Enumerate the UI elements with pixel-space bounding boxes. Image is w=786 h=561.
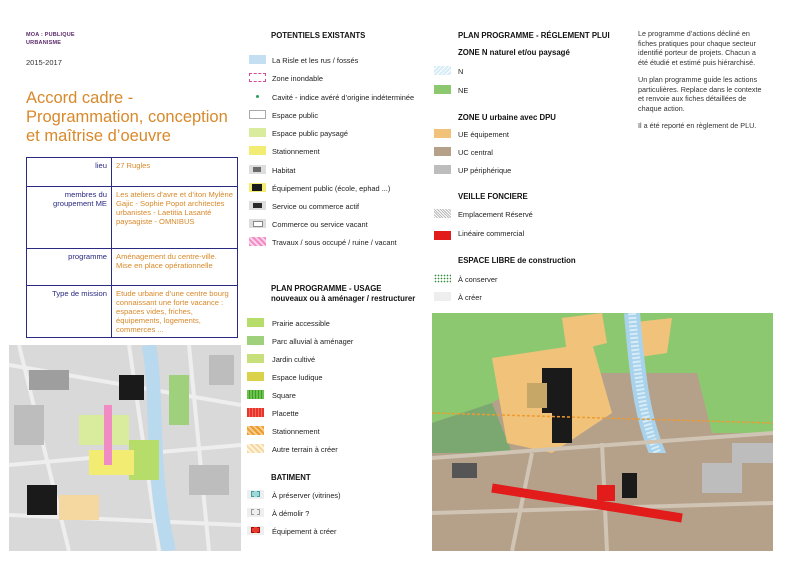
swatch-square <box>247 390 264 399</box>
plu-heading: PLAN PROGRAMME - RÉGLEMENT PLUI <box>458 31 610 40</box>
note-paragraph: Il a été reporté en règlement de PLU. <box>638 121 757 130</box>
swatch-zone-ne <box>434 85 451 94</box>
swatch-works <box>249 237 266 246</box>
legend-label: UP périphérique <box>458 166 512 175</box>
zone-u-heading: ZONE U urbaine avec DPU <box>458 113 556 122</box>
legend-label: La Risle et les rus / fossés <box>272 56 359 65</box>
legend-label: Espace public paysagé <box>272 129 349 138</box>
swatch-zone-n <box>434 66 451 75</box>
table-value: Aménagement du centre-ville. Mise en place opérationnelle <box>112 249 238 286</box>
legend-label: Stationnement <box>272 427 320 436</box>
legend-label: Stationnement <box>272 147 320 156</box>
legend-label: Emplacement Réservé <box>458 210 533 219</box>
right-map-graphic <box>432 313 773 551</box>
swatch-preserve <box>247 490 264 499</box>
legend-label: Jardin cultivé <box>272 355 316 364</box>
legend-label: À créer <box>458 293 482 302</box>
legend-label: Habitat <box>272 166 296 175</box>
legend-label: Travaux / sous occupé / ruine / vacant <box>272 238 397 247</box>
note-paragraph: Un plan programme guide les actions particulières. Replace dans le contexte et renvoie aux fiches détaillées de chaque action. <box>638 75 762 113</box>
swatch-cavity <box>256 95 259 98</box>
legend-label: Square <box>272 391 296 400</box>
swatch-vacant-commerce <box>249 219 266 228</box>
table-value: Les ateliers d’avre et d’iton Mylène Gajic - Sophie Popot architectes urbanistes - Laetitia Lasanté paysagiste - OMNIBUS <box>112 187 238 249</box>
swatch-placette <box>247 408 264 417</box>
swatch-new-parking <box>247 426 264 435</box>
legend-label: Cavité - indice avéré d’origine indéterminée <box>272 93 415 102</box>
table-row <box>27 187 238 249</box>
table-key: lieu <box>27 158 112 187</box>
usage-heading: PLAN PROGRAMME - USAGE <box>271 284 382 293</box>
swatch-housing <box>249 165 266 174</box>
years-label: 2015-2017 <box>26 58 62 67</box>
swatch-landscaped-space <box>249 128 266 137</box>
table-row <box>27 286 238 338</box>
legend-label: UC central <box>458 148 493 157</box>
left-map-graphic <box>9 345 241 551</box>
legend-label: Espace public <box>272 111 319 120</box>
legend-label: Équipement public (école, ephad ...) <box>272 184 391 193</box>
legend-label: Parc alluvial à aménager <box>272 337 354 346</box>
org-label: MOA : PUBLIQUE <box>26 32 75 38</box>
legend-label: NE <box>458 86 469 95</box>
swatch-ue <box>434 129 451 138</box>
left-map <box>9 345 241 551</box>
table-key: Type de mission <box>27 286 112 338</box>
zone-n-heading: ZONE N naturel et/ou paysagé <box>458 48 570 57</box>
swatch-active-commerce <box>249 201 266 210</box>
title-line-1: Accord cadre - <box>26 89 134 107</box>
legend-label: Placette <box>272 409 299 418</box>
potentiels-heading: POTENTIELS EXISTANTS <box>271 31 366 40</box>
legend-label: Commerce ou service vacant <box>272 220 368 229</box>
legend-label: À démolir ? <box>272 509 310 518</box>
table-key: membres du groupement ME <box>27 187 112 249</box>
title-line-3: et maîtrise d’oeuvre <box>26 127 171 145</box>
legend-label: À conserver <box>458 275 498 284</box>
swatch-reserved <box>434 209 451 218</box>
page-title <box>26 89 256 146</box>
legend-label: Prairie accessible <box>272 319 330 328</box>
table-key: programme <box>27 249 112 286</box>
legend-label: Autre terrain à créer <box>272 445 338 454</box>
swatch-public-facility <box>249 183 266 192</box>
right-map <box>432 313 773 551</box>
swatch-public-space <box>249 110 266 119</box>
legend-label: Équipement à créer <box>272 527 337 536</box>
swatch-other-land <box>247 444 264 453</box>
table-value: 27 Rugles <box>112 158 238 187</box>
swatch-alluvial-park <box>247 336 264 345</box>
swatch-create <box>434 292 451 301</box>
notes <box>638 29 766 131</box>
veille-heading: VEILLE FONCIERE <box>458 192 528 201</box>
swatch-play-area <box>247 372 264 381</box>
swatch-garden <box>247 354 264 363</box>
legend-label: N <box>458 67 464 76</box>
dept-label: URBANISME <box>26 40 62 46</box>
swatch-meadow <box>247 318 264 327</box>
table-row <box>27 158 238 187</box>
legend-label: Espace ludique <box>272 373 323 382</box>
legend-label: UE équipement <box>458 130 509 139</box>
swatch-commercial-line <box>434 231 451 240</box>
batiment-heading: BATIMENT <box>271 473 311 482</box>
swatch-new-facility <box>247 526 264 535</box>
usage-subheading: nouveaux ou à aménager / restructurer <box>271 294 416 303</box>
legend-label: À préserver (vitrines) <box>272 491 341 500</box>
legend-label: Service ou commerce actif <box>272 202 360 211</box>
table-row <box>27 249 238 286</box>
swatch-demolish <box>247 508 264 517</box>
legend-label: Linéaire commercial <box>458 229 525 238</box>
title-line-2: Programmation, conception <box>26 108 228 126</box>
swatch-river <box>249 55 266 64</box>
swatch-keep <box>434 274 451 283</box>
legend-label: Zone inondable <box>272 74 323 83</box>
swatch-uc <box>434 147 451 156</box>
swatch-flood-zone <box>249 73 266 82</box>
swatch-up <box>434 165 451 174</box>
swatch-parking <box>249 146 266 155</box>
info-table <box>26 157 238 338</box>
table-value: Etude urbaine d’une centre bourg connaissant une forte vacance : espaces vides, friches, équipements, logements, commerces ... <box>112 286 238 338</box>
espace-libre-heading: ESPACE LIBRE de construction <box>458 256 576 265</box>
note-paragraph: Le programme d’actions décliné en fiches pratiques pour chaque secteur identifié porteur de projets. Chacun a été étudié et estimé puis hiérarchisé. <box>638 29 756 67</box>
